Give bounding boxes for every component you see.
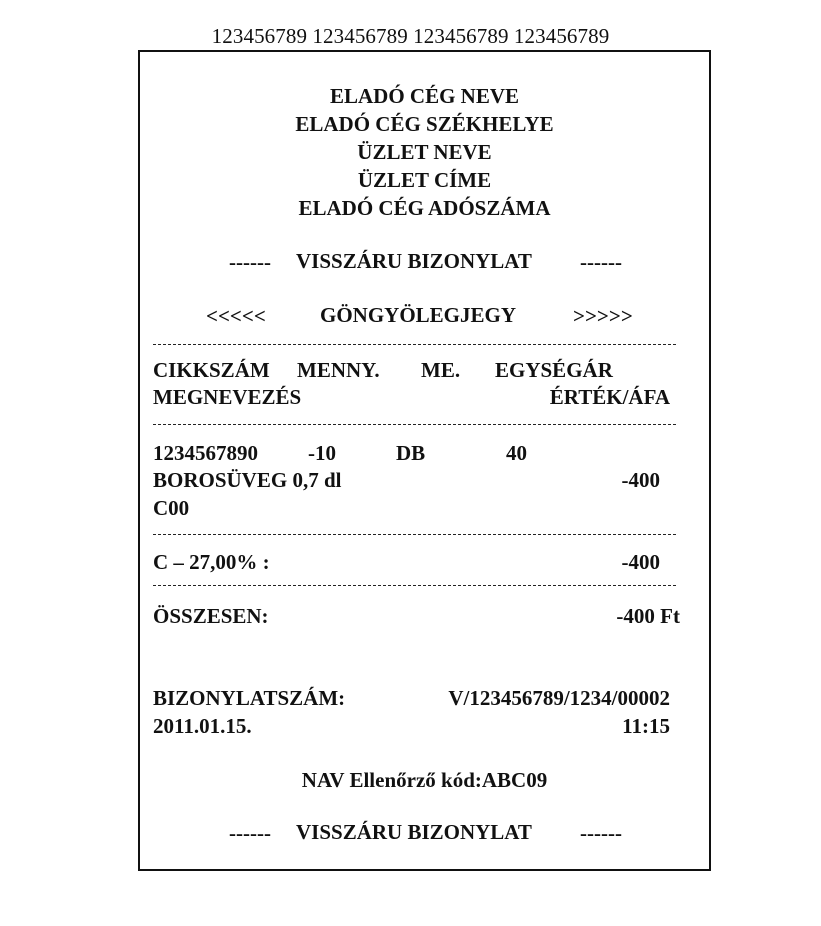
separator [153,344,676,345]
title-dashes-left: ------ [229,250,271,274]
col-qty: MENNY. [297,358,380,382]
receipt [138,50,711,871]
subtitle-arrows-right: >>>>> [573,304,633,328]
tax-number: ELADÓ CÉG ADÓSZÁMA [298,196,551,220]
shop-address: ÜZLET CÍME [357,168,492,192]
total-label: ÖSSZESEN: [153,604,269,628]
seller-name: ELADÓ CÉG NEVE [329,84,520,108]
footer-dashes-right: ------ [580,821,622,845]
separator [153,424,676,425]
shop-name: ÜZLET NEVE [357,140,492,164]
col-name: MEGNEVEZÉS [153,385,302,409]
subtitle-arrows-left: <<<<< [206,304,266,328]
col-value-vat: ÉRTÉK/ÁFA [549,385,670,409]
column-ruler: 123456789 123456789 123456789 123456789 [211,24,610,48]
item-qty: -10 [308,441,336,465]
document-title: VISSZÁRU BIZONYLAT [296,249,532,273]
doc-date: 2011.01.15. [153,714,252,738]
nav-check-code: NAV Ellenőrző kód:ABC09 [301,768,548,792]
vat-summary-label: C – 27,00% : [153,550,270,574]
item-vat-code: C00 [153,496,190,520]
separator [153,534,676,535]
vat-summary-value: -400 [621,550,660,574]
footer-title: VISSZÁRU BIZONYLAT [296,820,532,844]
item-code: 1234567890 [153,441,258,465]
separator [153,585,676,586]
seller-seat: ELADÓ CÉG SZÉKHELYE [295,112,554,136]
col-item-no: CIKKSZÁM [153,358,270,382]
item-unit-price: 40 [506,441,527,465]
document-subtitle: GÖNGYÖLEGJEGY [320,303,517,327]
doc-time: 11:15 [622,714,670,738]
item-unit: DB [396,441,426,465]
doc-number: V/123456789/1234/00002 [448,686,670,710]
item-name: BOROSÜVEG 0,7 dl [153,468,342,492]
doc-number-label: BIZONYLATSZÁM: [153,686,346,710]
col-unit-price: EGYSÉGÁR [495,358,613,382]
col-unit: ME. [421,358,461,382]
total-value: -400 Ft [616,604,680,628]
item-value: -400 [621,468,660,492]
footer-dashes-left: ------ [229,821,271,845]
title-dashes-right: ------ [580,250,622,274]
